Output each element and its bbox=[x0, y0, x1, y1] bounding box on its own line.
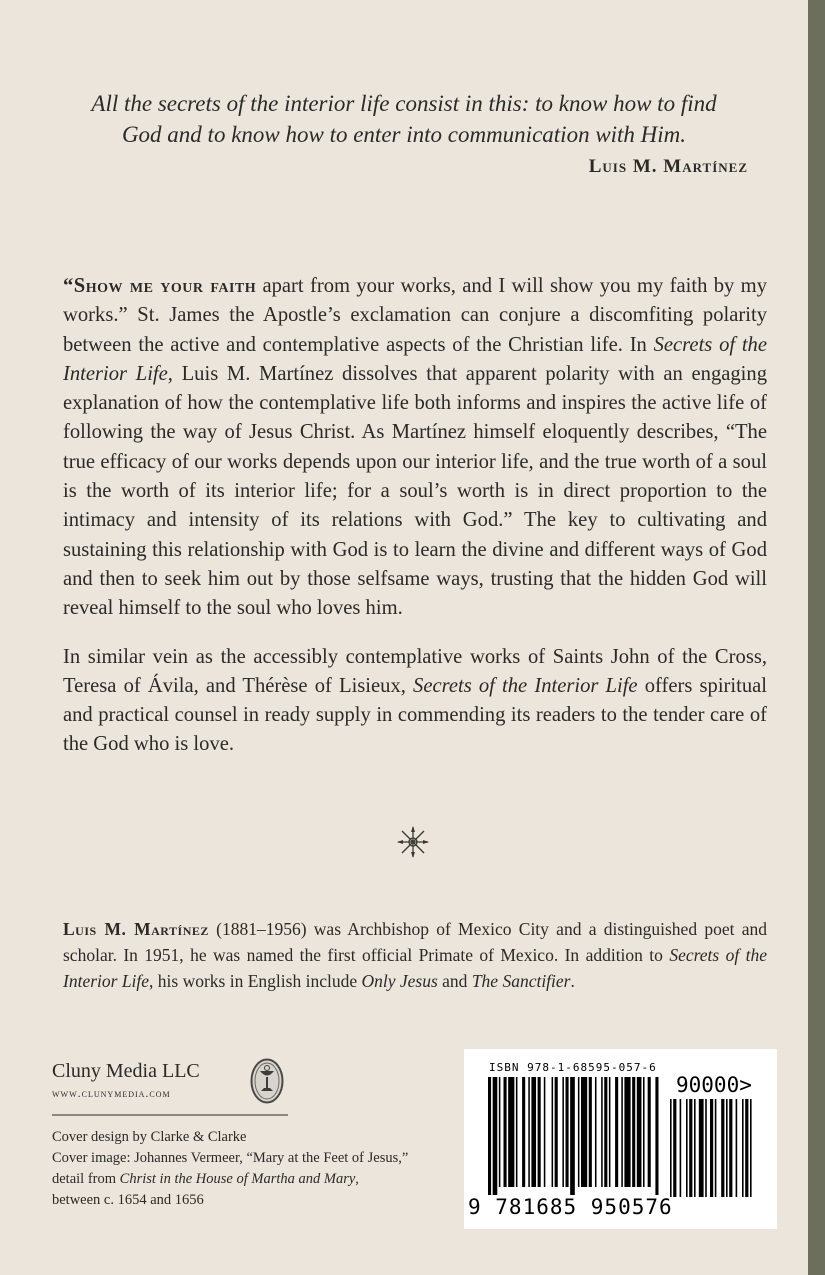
barcode-bar bbox=[531, 1077, 536, 1187]
barcode-bar bbox=[715, 1099, 717, 1197]
barcode-bar bbox=[694, 1099, 696, 1197]
barcode-bar bbox=[538, 1077, 541, 1187]
bio-text: and bbox=[437, 971, 472, 991]
isbn-label: ISBN 978-1-68595-057-6 bbox=[489, 1061, 657, 1074]
barcode-bar bbox=[699, 1099, 704, 1197]
spine-strip bbox=[808, 0, 825, 1275]
barcode-bar bbox=[555, 1077, 558, 1187]
bio-text: (1881–1956) was Archbishop of Mexico City and a distinguished poet and scholar. In 1951, he was named the first official Primate of Mexico. In addition to bbox=[63, 919, 767, 965]
blurb-paragraph-2 bbox=[63, 643, 767, 760]
barcode-bar bbox=[601, 1077, 603, 1187]
barcode-bar bbox=[686, 1099, 688, 1197]
publisher-url: www.clunymedia.com bbox=[52, 1086, 171, 1100]
barcode-bar bbox=[499, 1077, 501, 1187]
barcode-bar bbox=[750, 1099, 752, 1197]
barcode-bar bbox=[680, 1099, 682, 1197]
barcode-bar bbox=[729, 1099, 732, 1197]
barcode-bar bbox=[488, 1077, 491, 1195]
bio-book-title: The Sanctifier bbox=[471, 971, 571, 991]
credit-date: between c. 1654 and 1656 bbox=[52, 1192, 204, 1208]
credit-detail bbox=[52, 1169, 452, 1190]
epigraph-line-2: God and to know how to enter into communication with Him. bbox=[121, 122, 687, 147]
barcode-bar bbox=[742, 1099, 744, 1197]
barcode-bar bbox=[615, 1077, 618, 1187]
barcode-box bbox=[464, 1049, 777, 1229]
barcode-bar bbox=[552, 1077, 554, 1187]
barcode-bar bbox=[566, 1077, 569, 1187]
barcode-bar bbox=[528, 1077, 530, 1187]
barcode-bar bbox=[632, 1077, 635, 1187]
credit-image: Cover image: Johannes Vermeer, “Mary at the Feet of Jesus,” bbox=[52, 1150, 409, 1166]
barcode-bar bbox=[516, 1077, 518, 1187]
blurb-text: , Luis M. Martínez dissolves that apparent polarity with an engaging explanation of how the contemplative life both informs and inspires the active life of following the way of Jesus Christ. As Martínez himself eloquently describes, “The true efficacy of our works depends upon our interior life, and the true worth of a soul is the worth of its interior life; for a soul’s worth is in direct proportion to the intimacy and intensity of its relations with God.” The key to cultivating and sustaining this relationship with God is to learn the divine and different ways of God and then to seek him out by those selfsame ways, trusting that the hidden God will reveal himself to the soul who loves him. bbox=[63, 362, 767, 620]
barcode-bar bbox=[648, 1077, 651, 1187]
credit-text: detail from bbox=[52, 1171, 120, 1187]
barcode-bar bbox=[578, 1077, 580, 1187]
barcode-bar bbox=[493, 1077, 498, 1195]
barcode-bar bbox=[673, 1099, 676, 1197]
book-title: Secrets of the Interior Life bbox=[413, 674, 638, 697]
barcode-bar bbox=[726, 1099, 728, 1197]
blurb-text: In similar vein as the accessibly contemplative works of Saints John of the Cross, Teresa of Ávila, and Thérèse of Lisieux, bbox=[63, 645, 767, 697]
barcode-bar bbox=[655, 1077, 658, 1195]
book-title: Secrets of the Interior Life bbox=[63, 333, 767, 385]
blurb-text: apart from your works, and I will show you my faith by my works.” St. James the Apostle’s exclamation can conjure a discomfiting polarity between the active and contemplative aspects of the Christian life. In bbox=[63, 275, 767, 356]
barcode-bar bbox=[710, 1099, 713, 1197]
barcode-bar bbox=[624, 1077, 630, 1187]
star-ornament-icon bbox=[397, 826, 429, 858]
barcode-bar bbox=[721, 1099, 724, 1197]
bio-book-title: Only Jesus bbox=[361, 971, 438, 991]
publisher-divider bbox=[52, 1114, 288, 1116]
cover-credits bbox=[52, 1127, 452, 1211]
painting-title: Christ in the House of Martha and Mary bbox=[119, 1171, 356, 1187]
bio-text: . bbox=[570, 971, 575, 991]
publisher-block bbox=[52, 1058, 288, 1101]
barcode-bar bbox=[544, 1077, 546, 1187]
barcode-bar bbox=[637, 1077, 642, 1187]
barcode-bar bbox=[736, 1099, 738, 1197]
bio-author-name: Luis M. Martínez bbox=[63, 919, 209, 939]
blurb-paragraph-1 bbox=[63, 272, 767, 624]
barcode-bar bbox=[589, 1077, 592, 1187]
barcode-bar bbox=[689, 1099, 692, 1197]
barcode-bar bbox=[621, 1077, 623, 1187]
barcode-bar bbox=[504, 1077, 507, 1187]
epigraph bbox=[60, 88, 748, 178]
blurb bbox=[63, 272, 767, 779]
blurb-lead: “Show me your faith bbox=[63, 275, 257, 297]
barcode-bar bbox=[705, 1099, 707, 1197]
epigraph-quote bbox=[60, 88, 748, 150]
barcode-bar bbox=[670, 1099, 672, 1197]
ean-digits: 9 781685 950576 bbox=[468, 1195, 673, 1219]
barcode-bar bbox=[508, 1077, 514, 1187]
chalice-seal-icon bbox=[250, 1058, 284, 1104]
bio-text: , his works in English include bbox=[149, 971, 362, 991]
blurb-text: offers spiritual and practical counsel in ready supply in commending its readers to the tender care of the God who is love. bbox=[63, 674, 767, 756]
barcode-bar bbox=[581, 1077, 587, 1187]
barcode-bar bbox=[604, 1077, 607, 1187]
bio-book-title: Secrets of the Interior Life bbox=[63, 945, 767, 991]
barcode-bar bbox=[595, 1077, 597, 1187]
barcode-bar bbox=[643, 1077, 645, 1187]
epigraph-line-1: All the secrets of the interior life consist in this: to know how to find bbox=[91, 91, 717, 116]
barcode-bar bbox=[745, 1099, 748, 1197]
barcode-bar bbox=[570, 1077, 575, 1195]
credit-design: Cover design by Clarke & Clarke bbox=[52, 1129, 247, 1145]
publisher-name: Cluny Media LLC bbox=[52, 1060, 200, 1082]
barcode-bar bbox=[562, 1077, 564, 1187]
price-code: 90000> bbox=[676, 1073, 752, 1097]
author-bio bbox=[63, 916, 767, 994]
barcode-bar bbox=[609, 1077, 611, 1187]
barcode-bar bbox=[522, 1077, 525, 1187]
epigraph-author: Luis M. Martínez bbox=[588, 156, 748, 177]
credit-text: , bbox=[355, 1171, 359, 1187]
